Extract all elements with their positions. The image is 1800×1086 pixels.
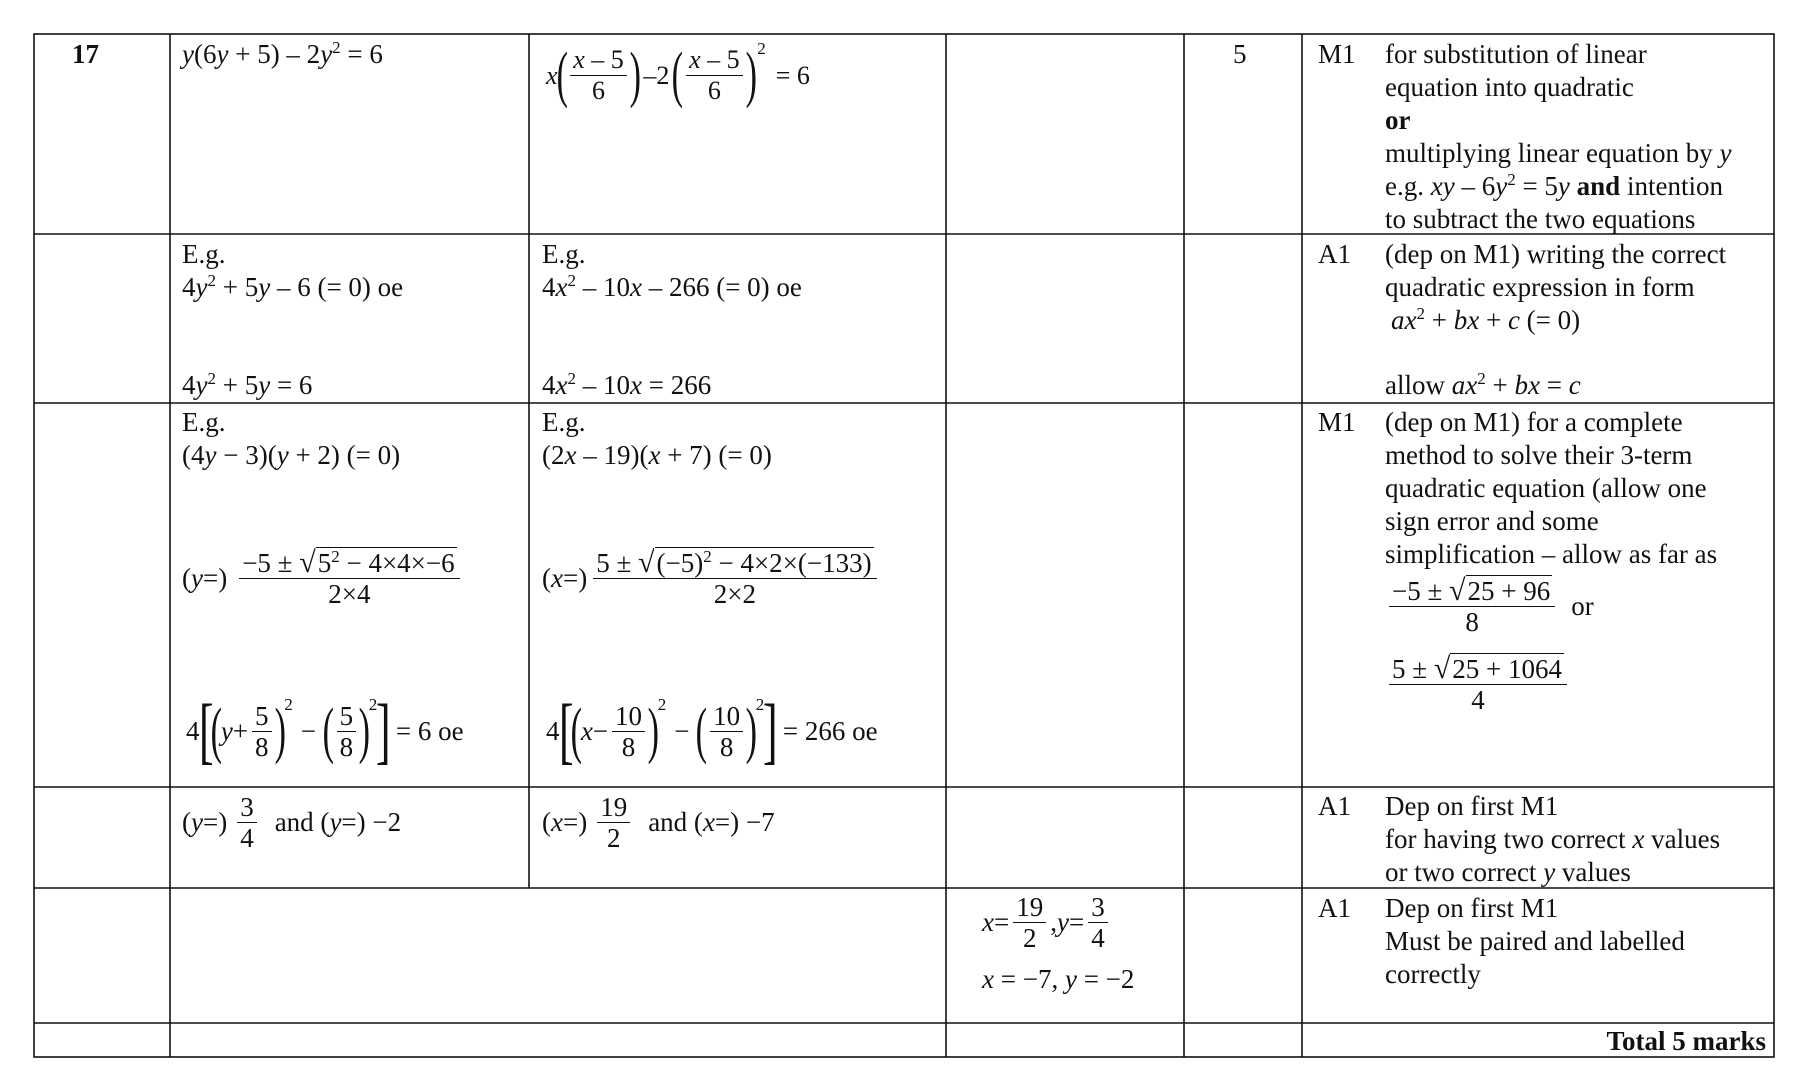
row4-description: Dep on first M1 for having two correct x values or two correct y values: [1385, 791, 1721, 887]
row2-working-x: E.g. $4x^2 - 10x - 266$ (= 0) oe: [542, 239, 802, 302]
row2-working-x-alt: $4x^2 - 10x = 266$: [542, 369, 712, 400]
fraction: $\frac{5 \pm √25 + 1064}{4}$: [1389, 654, 1567, 715]
row2-description: (dep on M1) writing the correct quadratic expression in form $ax^2$ + bx + c (= 0): [1385, 239, 1727, 335]
row3-completed-square-y: 4 [ ( y + $\frac{5}{8}$ ) $^2$ − ( $\frac{5}{8}$ ) $^2$ ] = 6 oe: [186, 690, 464, 772]
row3-quadratic-formula-y: ( y =) $\frac{-5 \pm √5^2 - 4\times 4\times-6}{2\times 4}$: [182, 548, 464, 609]
fraction: $\frac{19}{2}$: [1013, 892, 1046, 953]
fraction: $\frac{-5 \pm √5^2 - 4\times 4\times-6}{2\times 4}$: [239, 548, 459, 609]
fraction: $\frac{-5 \pm √25 + 96}{8}$: [1389, 576, 1555, 637]
fraction: $\frac{5}{8}$: [252, 701, 272, 762]
row3-working-y: E.g. (4y − 3)(y + 2) (= 0): [182, 407, 401, 470]
row1-working-x: x ( $\frac{x - 5}{6}$ ) –2 ( $\frac{x - 5}{6}$ ) $^2$ = 6: [546, 39, 810, 109]
row5-answer-line-1: x = $\frac{19}{2}$ , y = $\frac{3}{4}$: [982, 892, 1112, 953]
row3-quadratic-formula-x: ( x =) $\frac{5 \pm √(-5)^2 - 4\times 2\times(-133)}{2\times 2}$: [542, 548, 881, 609]
row4-x-values: ( x =) $\frac{19}{2}$ and ( x =) −7: [542, 792, 775, 853]
row4-mark-code: A1: [1318, 791, 1351, 821]
row3-allow-fraction-2: [1385, 654, 1571, 715]
row3-working-x: E.g. (2x – 19)(x + 7) (= 0): [542, 407, 772, 470]
row5-answer-line-2: x = −7, y = −2: [982, 964, 1135, 994]
fraction: $\frac{x - 5}{6}$: [570, 45, 627, 106]
fraction: $\frac{5 \pm √(-5)^2 - 4\times 2\times(-133)}{2\times 2}$: [593, 548, 876, 609]
row2-working-y-alt: $4y^2 + 5y = 6$: [182, 369, 313, 400]
row3-description: (dep on M1) for a complete method to solve their 3-term quadratic equation (allow one sign error and some simplification – allow as far as: [1385, 407, 1718, 569]
question-number: 17: [72, 39, 99, 69]
fraction: $\frac{x - 5}{6}$: [686, 45, 743, 106]
fraction: $\frac{10}{8}$: [710, 701, 743, 762]
marks-value: 5: [1233, 39, 1247, 69]
row5-description: Dep on first M1 Must be paired and labelled correctly: [1385, 893, 1685, 989]
fraction: $\frac{5}{8}$: [337, 701, 357, 762]
fraction: $\frac{19}{2}$: [597, 792, 630, 853]
row2-description-allow: allow $ax^2$ + bx = c: [1385, 369, 1581, 400]
fraction: $\frac{3}{4}$: [1088, 892, 1108, 953]
row3-completed-square-x: 4 [ ( x − $\frac{10}{8}$ ) $^2$ − ( $\frac{10}{8}$ ) $^2$ ] = 266 oe: [546, 690, 878, 772]
row2-mark-code: A1: [1318, 239, 1351, 269]
row5-mark-code: A1: [1318, 893, 1351, 923]
row4-y-values: ( y =) $\frac{3}{4}$ and ( y =) −2: [182, 792, 402, 853]
row3-allow-fraction-1: $\frac{-5 \pm √25 + 96}{8}$ or: [1385, 576, 1594, 637]
fraction: $\frac{3}{4}$: [237, 792, 257, 853]
fraction: $\frac{10}{8}$: [612, 701, 645, 762]
row1-mark-code: M1: [1318, 39, 1356, 69]
row1-working-y: $y(6y + 5) - 2y^2 = 6$: [182, 38, 383, 69]
row2-working-y: E.g. $4y^2 + 5y - 6$ (= 0) oe: [182, 239, 404, 302]
total-marks: Total 5 marks: [1606, 1026, 1766, 1056]
row1-description: for substitution of linear equation into quadratic or multiplying linear equation by y e.g. xy – $6y^2 = 5y$ and intention to subtract the two equations: [1385, 39, 1732, 234]
row3-mark-code: M1: [1318, 407, 1356, 437]
